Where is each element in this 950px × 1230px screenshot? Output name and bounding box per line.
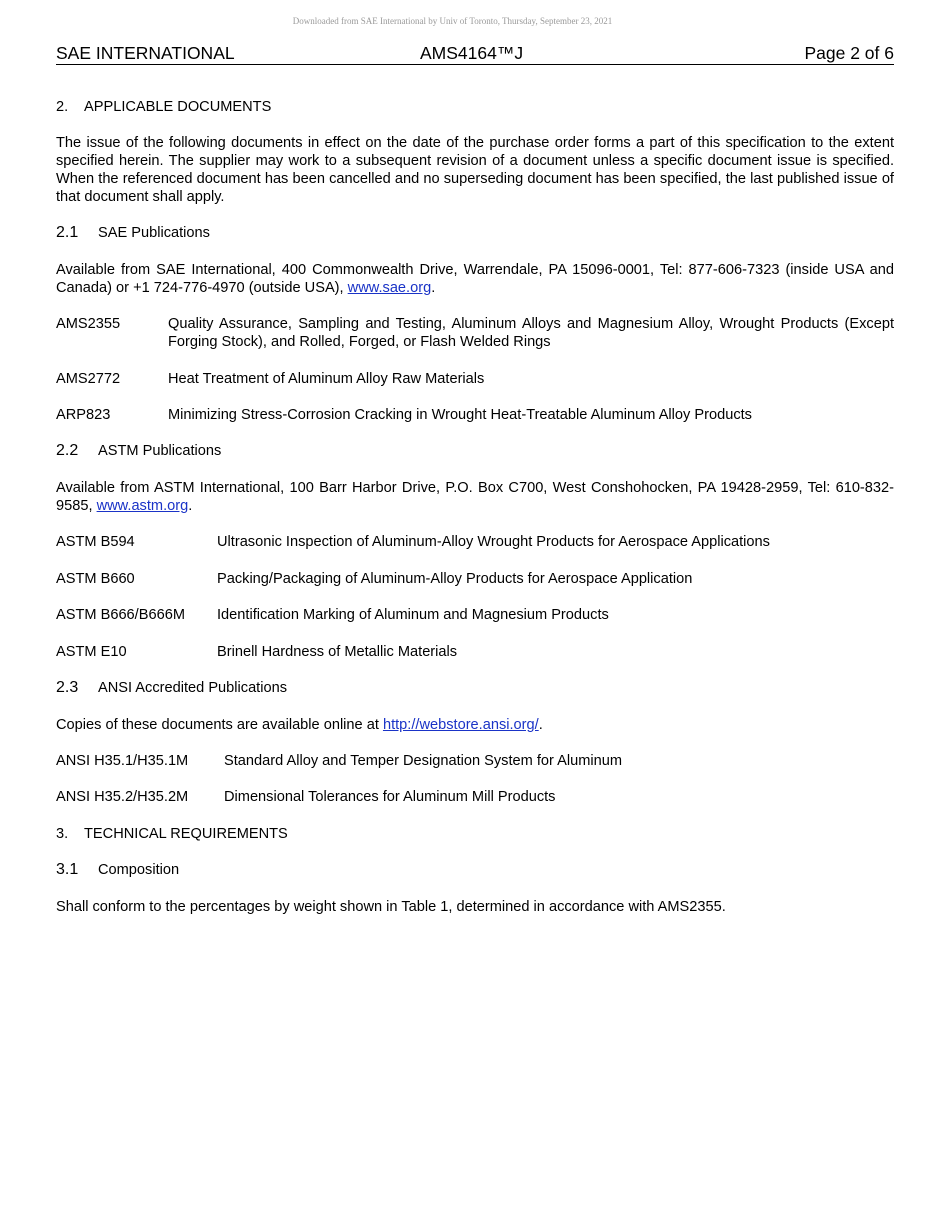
- astm-website-link[interactable]: www.astm.org: [96, 498, 189, 514]
- section-2-intro: The issue of the following documents in effect on the date of the purchase order forms a part of this specification to the extent specified herein. The supplier may work to a subsequent revision of a document unless a specific document issue is specified. When the referenced document has been cancelled and no superseding document has been specified, the last published issue of that document shall apply.: [56, 135, 894, 205]
- reference-title: Identification Marking of Aluminum and Magnesium Products: [217, 607, 609, 623]
- reference-title: Quality Assurance, Sampling and Testing, Aluminum Alloys and Magnesium Alloy, Wrought Products (Except Forging Stock), and Rolled, Forged, or Flash Welded Rings: [168, 316, 894, 350]
- section-title: SAE Publications: [98, 225, 210, 241]
- header-organization: SAE INTERNATIONAL: [56, 43, 235, 63]
- section-title: TECHNICAL REQUIREMENTS: [84, 826, 288, 842]
- section-number: 2.3: [56, 679, 79, 696]
- header-page-number: Page 2 of 6: [804, 43, 894, 63]
- section-number: 3.1: [56, 861, 79, 878]
- section-2-3-heading: [56, 679, 894, 697]
- reference-title: Packing/Packaging of Aluminum-Alloy Products for Aerospace Application: [217, 571, 693, 587]
- reference-code: ARP823: [56, 407, 111, 423]
- section-title: ASTM Publications: [98, 443, 222, 459]
- availability-end: .: [431, 280, 436, 296]
- reference-title: Ultrasonic Inspection of Aluminum-Alloy Wrought Products for Aerospace Applications: [217, 534, 770, 550]
- section-title: Composition: [98, 862, 180, 878]
- reference-code: ASTM B666/B666M: [56, 607, 185, 623]
- reference-code: ANSI H35.2/H35.2M: [56, 789, 189, 805]
- reference-row: [56, 643, 894, 661]
- section-3-heading: [56, 825, 894, 843]
- section-2-heading: [56, 98, 894, 116]
- reference-code: ASTM B660: [56, 571, 135, 587]
- section-title: APPLICABLE DOCUMENTS: [84, 99, 272, 115]
- availability-end: .: [538, 717, 543, 733]
- section-number: 3.: [56, 826, 69, 842]
- header-document-id: AMS4164™J: [420, 43, 524, 63]
- reference-code: AMS2772: [56, 371, 121, 387]
- composition-text: Shall conform to the percentages by weight shown in Table 1, determined in accordance with AMS2355.: [56, 899, 726, 915]
- reference-title: Heat Treatment of Aluminum Alloy Raw Materials: [168, 371, 485, 387]
- section-2-2-heading: [56, 442, 894, 460]
- reference-title: Minimizing Stress-Corrosion Cracking in Wrought Heat-Treatable Aluminum Alloy Products: [168, 407, 752, 423]
- availability-text: Available from ASTM International, 100 Barr Harbor Drive, P.O. Box C700, West Conshohocken, PA 19428-2959, Tel: 610-832-9585,: [56, 480, 894, 514]
- sae-website-link[interactable]: www.sae.org: [347, 280, 432, 296]
- reference-title: Dimensional Tolerances for Aluminum Mill Products: [224, 789, 556, 805]
- reference-code: ASTM B594: [56, 534, 135, 550]
- reference-code: ASTM E10: [56, 644, 127, 660]
- reference-row: [56, 570, 894, 588]
- reference-row: [56, 752, 894, 770]
- reference-row: [56, 315, 894, 351]
- section-title: ANSI Accredited Publications: [98, 680, 288, 696]
- section-2-1-heading: [56, 224, 894, 242]
- reference-row: [56, 606, 894, 624]
- section-number: 2.2: [56, 442, 79, 459]
- section-number: 2.1: [56, 224, 79, 241]
- availability-text: Copies of these documents are available online at: [56, 717, 383, 733]
- reference-code: AMS2355: [56, 316, 121, 332]
- ansi-availability: [56, 716, 894, 734]
- page-header: [56, 44, 894, 65]
- astm-availability: [56, 479, 894, 515]
- reference-row: [56, 406, 894, 424]
- reference-row: [56, 370, 894, 388]
- reference-row: [56, 788, 894, 806]
- section-number: 2.: [56, 99, 69, 115]
- reference-title: Brinell Hardness of Metallic Materials: [217, 644, 458, 660]
- ansi-webstore-link[interactable]: http://webstore.ansi.org/: [382, 717, 539, 733]
- sae-availability: [56, 261, 894, 297]
- section-3-1-heading: [56, 861, 894, 879]
- availability-end: .: [188, 498, 193, 514]
- reference-code: ANSI H35.1/H35.1M: [56, 753, 189, 769]
- availability-text: Available from SAE International, 400 Commonwealth Drive, Warrendale, PA 15096-0001, Tel: 877-606-7323 (inside USA and Canada) or +1 724-776-4970 (outside USA),: [56, 262, 894, 296]
- reference-row: [56, 533, 894, 551]
- download-watermark: Downloaded from SAE International by Univ of Toronto, Thursday, September 23, 2021: [292, 16, 613, 26]
- reference-title: Standard Alloy and Temper Designation System for Aluminum: [224, 753, 623, 769]
